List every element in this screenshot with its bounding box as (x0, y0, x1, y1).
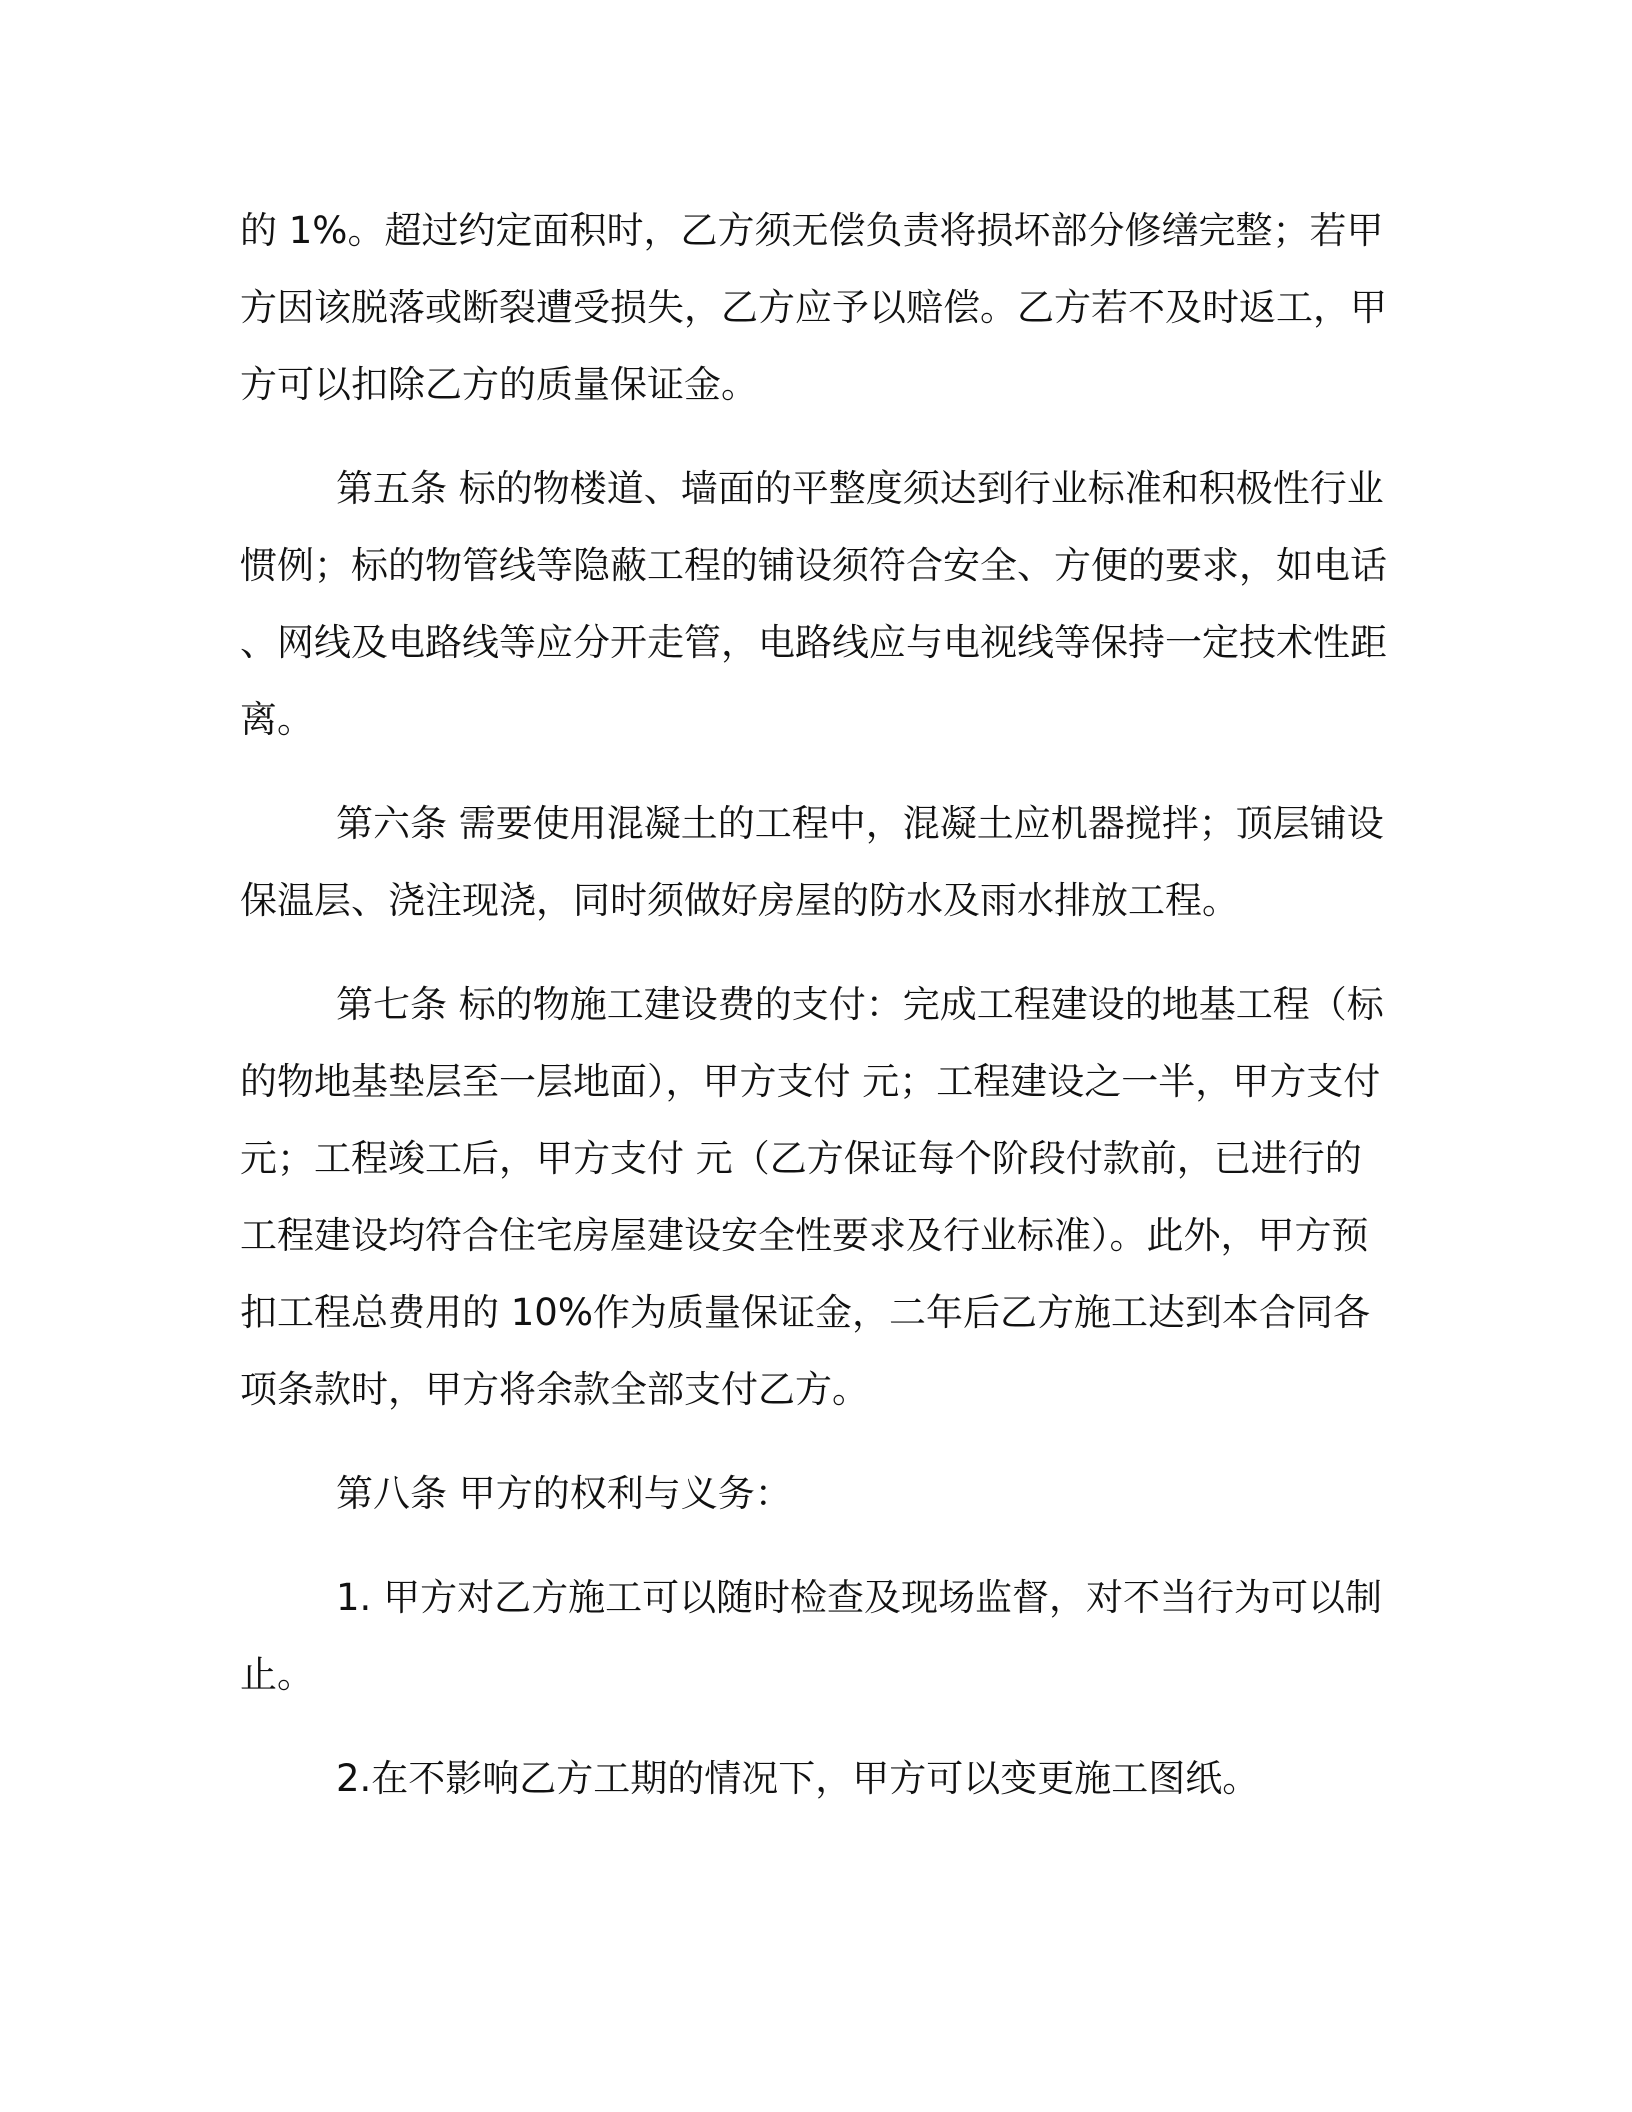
contract-text (240, 192, 1392, 1817)
paragraph-article-5: 第五条 标的物楼道、墙面的平整度须达到行业标准和积极性行业惯例；标的物管线等隐蔽工程的铺设须符合安全、方便的要求，如电话、网线及电路线等应分开走管，电路线应与电视线等保持一定技术性距离。 (240, 467, 1387, 741)
paragraph-article-6: 第六条 需要使用混凝土的工程中，混凝土应机器搅拌；顶层铺设保温层、浇注现浇，同时须做好房屋的防水及雨水排放工程。 (240, 802, 1384, 922)
list-item-1: 1. 甲方对乙方施工可以随时检查及现场监督，对不当行为可以制止。 (240, 1576, 1383, 1696)
paragraph-article-8: 第八条 甲方的权利与义务： (336, 1472, 792, 1515)
paragraph-continuation: 的 1%。超过约定面积时，乙方须无偿负责将损坏部分修缮完整；若甲方因该脱落或断裂遭受损失，乙方应予以赔偿。乙方若不及时返工，甲方可以扣除乙方的质量保证金。 (240, 209, 1387, 406)
paragraph-article-7: 第七条 标的物施工建设费的支付：完成工程建设的地基工程（标的物地基垫层至一层地面），甲方支付 元；工程建设之一半，甲方支付 元；工程竣工后，甲方支付 元（乙方保证每个阶段付款前，已进行的工程建设均符合住宅房屋建设安全性要求及行业标准）。此外，甲方预扣工程总费用的 10%作为质量保证金，二年后乙方施工达到本合同各项条款时，甲方将余款全部支付乙方。 (240, 983, 1384, 1411)
list-item-2: 2.在不影响乙方工期的情况下，甲方可以变更施工图纸。 (336, 1757, 1260, 1800)
